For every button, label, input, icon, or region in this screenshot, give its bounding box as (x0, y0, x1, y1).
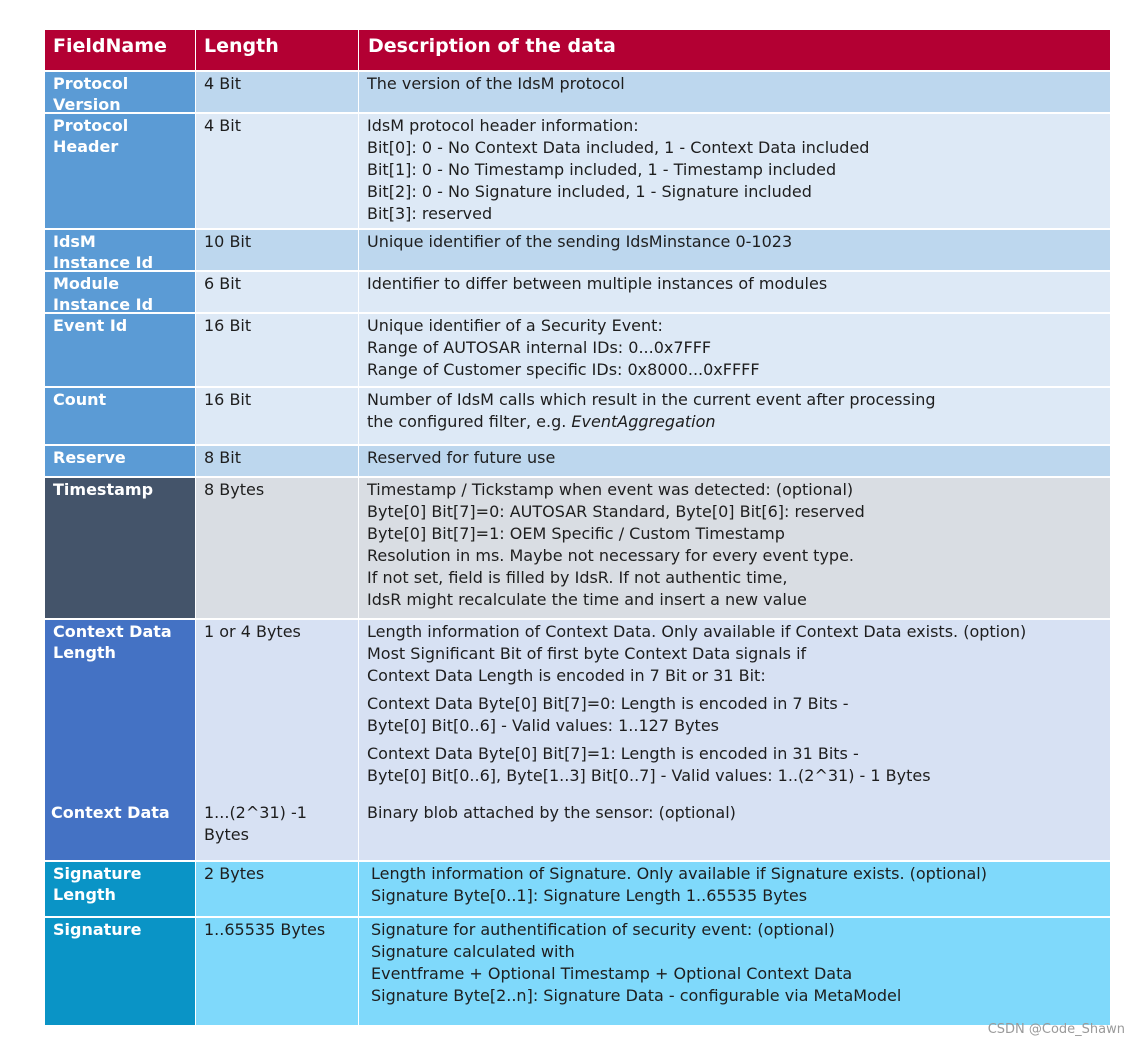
description-line: Signature calculated with (371, 942, 575, 961)
description-line: Context Data Length is encoded in 7 Bit or 31 Bit: (367, 666, 766, 685)
description-cell (359, 72, 1110, 112)
length-value: 4 Bit (204, 74, 241, 93)
field-name: Signature (53, 864, 142, 883)
field-name-cell (45, 620, 195, 798)
description-cell (359, 272, 1110, 312)
length-cell (196, 272, 358, 312)
description-cell (359, 620, 1110, 798)
description-line: Identifier to differ between multiple instances of modules (367, 274, 828, 293)
length-cell (196, 72, 358, 112)
description-cell (359, 862, 1110, 916)
description-cell (359, 798, 1110, 860)
description-line: Length information of Signature. Only available if Signature exists. (optional) (371, 864, 987, 883)
description-line: Bit[1]: 0 - No Timestamp included, 1 - Timestamp included (367, 160, 837, 179)
description-line: IdsR might recalculate the time and insert a new value (367, 590, 807, 609)
field-name: Protocol (53, 74, 129, 93)
length-value: 2 Bytes (204, 864, 265, 883)
field-name-cell (45, 72, 195, 112)
header-description-text: Description of the data (368, 35, 616, 57)
description-cell (359, 918, 1110, 1025)
length-cell (196, 918, 358, 1025)
length-cell (196, 478, 358, 618)
description-text: the configured filter, e.g. (367, 412, 572, 431)
description-line: Reserved for future use (367, 448, 556, 467)
description-line: Byte[0] Bit[0..6], Byte[1..3] Bit[0..7] - Valid values: 1..(2^31) - 1 Bytes (367, 766, 931, 785)
description-line: Number of IdsM calls which result in the current event after processing (367, 390, 936, 409)
field-name: Count (53, 390, 107, 409)
description-line: Signature for authentification of security event: (optional) (371, 920, 835, 939)
description-cell (359, 388, 1110, 444)
description-line: Bit[3]: reserved (367, 204, 493, 223)
description-line: Context Data Byte[0] Bit[7]=0: Length is encoded in 7 Bits - (367, 694, 849, 713)
field-name-cell (45, 478, 195, 618)
field-name-cell (45, 272, 195, 312)
length-cell (196, 230, 358, 270)
length-cell (196, 388, 358, 444)
length-cell (196, 798, 358, 860)
length-value: 8 Bit (204, 448, 241, 467)
field-name-cell (45, 798, 195, 860)
description-cell (359, 314, 1110, 386)
length-cell (196, 114, 358, 228)
description-line: Unique identifier of the sending IdsMinstance 0-1023 (367, 232, 793, 251)
length-value: 6 Bit (204, 274, 241, 293)
field-name-cell (45, 446, 195, 476)
description-line: Byte[0] Bit[7]=0: AUTOSAR Standard, Byte[0] Bit[6]: reserved (367, 502, 865, 521)
field-name: Module (53, 274, 120, 293)
field-name: Instance Id (53, 253, 154, 270)
length-value: 16 Bit (204, 316, 252, 335)
field-name: Length (53, 643, 116, 662)
length-value: 1 or 4 Bytes (204, 622, 301, 641)
description-line: Resolution in ms. Maybe not necessary for every event type. (367, 546, 854, 565)
length-value: 16 Bit (204, 390, 252, 409)
field-name-cell (45, 314, 195, 386)
field-name: Instance Id (53, 295, 154, 312)
field-name: Reserve (53, 448, 126, 467)
field-name: IdsM (53, 232, 96, 251)
description-cell (359, 446, 1110, 476)
header-length-text: Length (204, 35, 279, 57)
description-line: Bit[2]: 0 - No Signature included, 1 - Signature included (367, 182, 812, 201)
field-name: Version (53, 95, 121, 112)
description-cell (359, 114, 1110, 228)
description-line: Eventframe + Optional Timestamp + Optional Context Data (371, 964, 853, 983)
field-name: Header (53, 137, 119, 156)
length-cell (196, 862, 358, 916)
length-value: 4 Bit (204, 116, 241, 135)
header-description (359, 30, 1110, 70)
header-length (196, 30, 358, 70)
description-line: Byte[0] Bit[0..6] - Valid values: 1..127 Bytes (367, 716, 719, 735)
field-name-cell (45, 388, 195, 444)
description-line: Binary blob attached by the sensor: (optional) (367, 803, 736, 822)
description-line (367, 411, 1102, 433)
data-field-table (45, 30, 1110, 1025)
description-line: Unique identifier of a Security Event: (367, 316, 663, 335)
field-name-cell (45, 114, 195, 228)
description-line: Signature Byte[2..n]: Signature Data - configurable via MetaModel (371, 986, 902, 1005)
field-name: Timestamp (53, 480, 154, 499)
length-cell (196, 620, 358, 798)
description-line: Timestamp / Tickstamp when event was detected: (optional) (367, 480, 854, 499)
field-name-cell (45, 918, 195, 1025)
length-value: 8 Bytes (204, 480, 265, 499)
description-cell (359, 478, 1110, 618)
field-name-cell (45, 230, 195, 270)
description-italic-term: EventAggregation (571, 412, 716, 431)
length-value: 1..65535 Bytes (204, 920, 326, 939)
field-name: Event Id (53, 316, 128, 335)
description-line: Range of AUTOSAR internal IDs: 0...0x7FFF (367, 338, 712, 357)
description-line: The version of the IdsM protocol (367, 74, 625, 93)
description-cell (359, 230, 1110, 270)
description-line: Most Significant Bit of first byte Context Data signals if (367, 644, 807, 663)
field-name: Context Data (51, 803, 170, 822)
field-name: Length (53, 885, 116, 904)
field-name-cell (45, 862, 195, 916)
description-line: Bit[0]: 0 - No Context Data included, 1 - Context Data included (367, 138, 870, 157)
field-name: Signature (53, 920, 142, 939)
description-line: Context Data Byte[0] Bit[7]=1: Length is encoded in 31 Bits - (367, 744, 859, 763)
length-cell (196, 446, 358, 476)
field-name: Protocol (53, 116, 129, 135)
length-value: 10 Bit (204, 232, 252, 251)
description-line: If not set, field is filled by IdsR. If not authentic time, (367, 568, 788, 587)
description-line: Signature Byte[0..1]: Signature Length 1..65535 Bytes (371, 886, 808, 905)
header-fieldname (45, 30, 195, 70)
length-value: Bytes (204, 825, 249, 844)
description-line: Length information of Context Data. Only available if Context Data exists. (option) (367, 622, 1027, 641)
length-cell (196, 314, 358, 386)
description-line: Range of Customer specific IDs: 0x8000...0xFFFF (367, 360, 760, 379)
watermark: CSDN @Code_Shawn (987, 1022, 1125, 1037)
description-line: IdsM protocol header information: (367, 116, 639, 135)
field-name: Context Data (53, 622, 172, 641)
description-line: Byte[0] Bit[7]=1: OEM Specific / Custom Timestamp (367, 524, 785, 543)
length-value: 1...(2^31) -1 (204, 803, 307, 822)
header-fieldname-text: FieldName (53, 35, 167, 57)
